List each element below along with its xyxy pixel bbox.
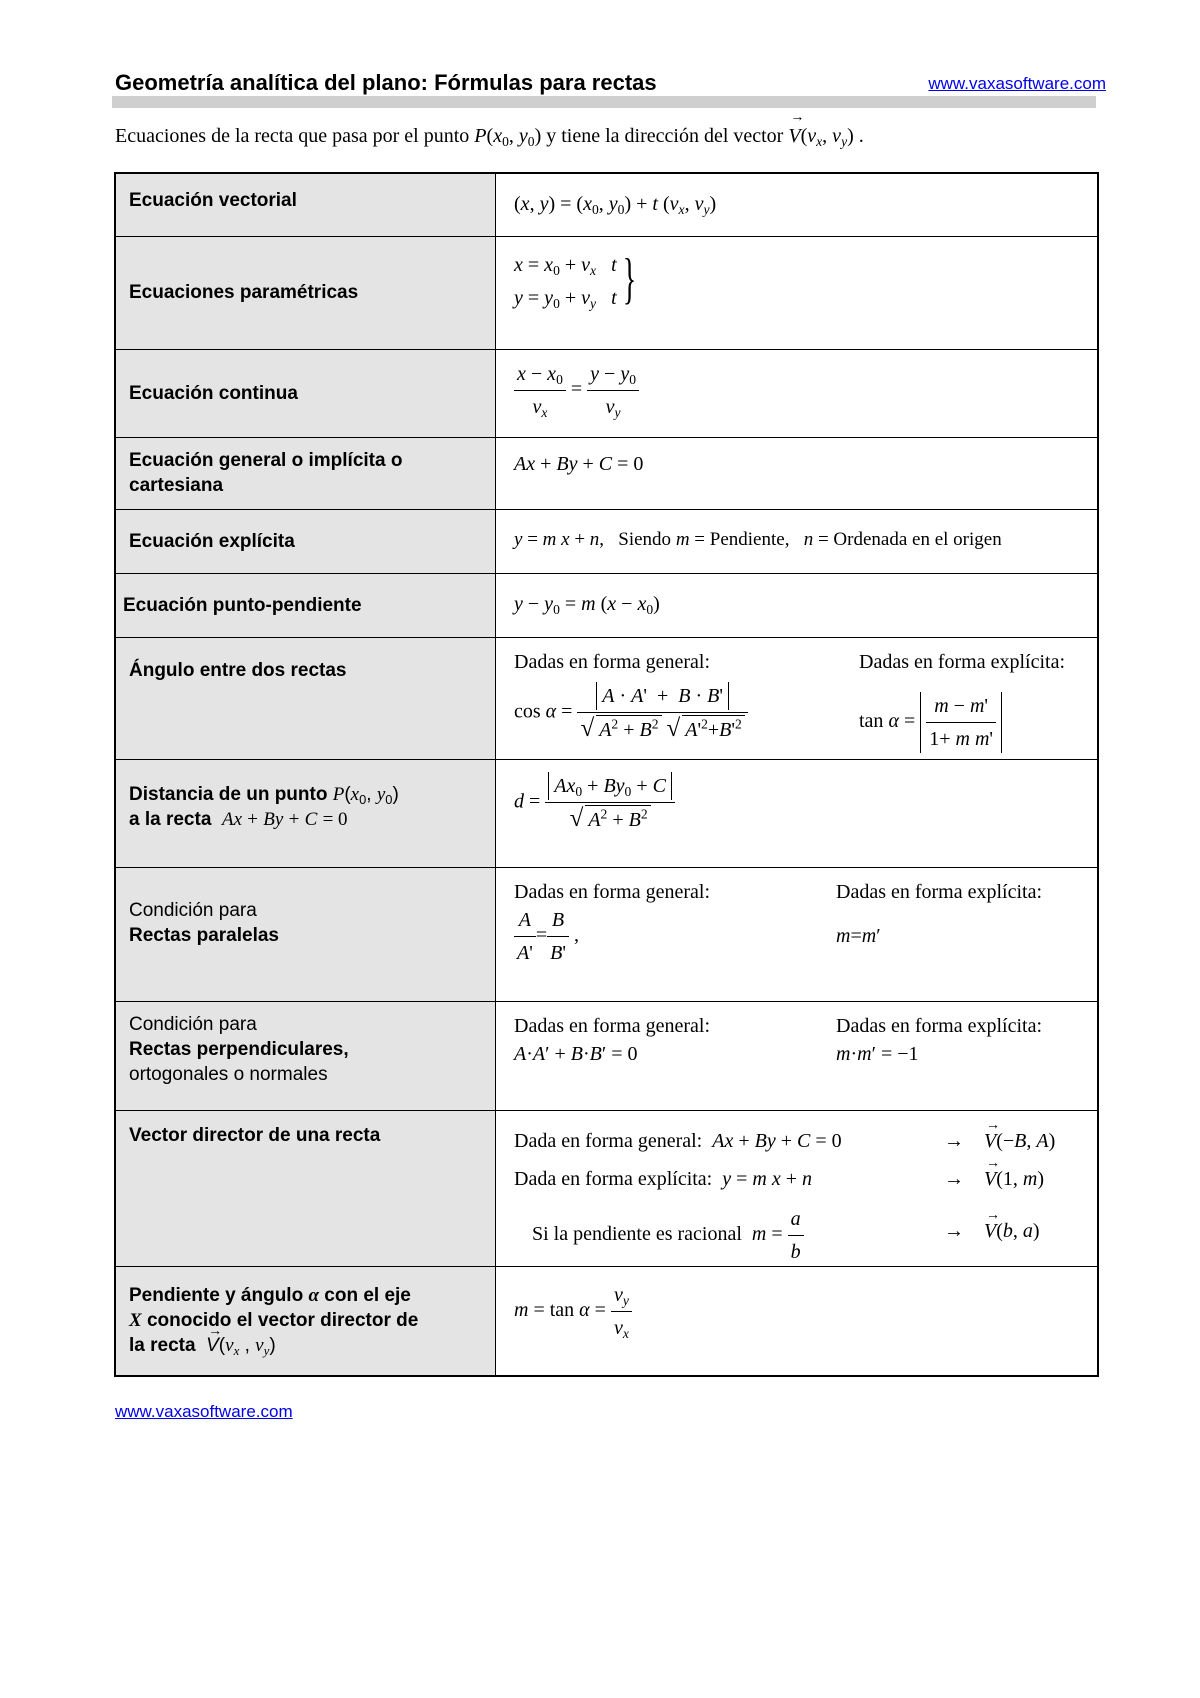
- row-label: [115, 1001, 496, 1110]
- table-row: [115, 349, 1098, 437]
- table-row: [115, 1001, 1098, 1110]
- row-label-pre: Condición para: [129, 1013, 257, 1035]
- row-label-b: a la recta: [129, 808, 212, 830]
- row-formula: Ax + By + C = 0: [496, 437, 1099, 509]
- row-formula: Dadas en forma general: cos α = $\frac{A \cdot A' + B \cdot B'}{√ A^2 + B^2 √ A'^2+B'^2}$ Dadas en forma explícita: tan α = $\frac{m - m'}{\text{1+ m m'}}$: [496, 637, 1099, 759]
- table-row: [115, 867, 1098, 1001]
- intro-text: Ecuaciones de la recta que pasa por el punto $P(x_0$, $y_0$) y tiene la dirección del vector → $V(v_x$, $v_y$) .: [115, 125, 864, 148]
- formula-table: [114, 172, 1099, 1377]
- explicit-form-label: Dadas en forma explícita:: [859, 650, 1066, 673]
- row-label: Distancia de un punto $P(x_0$, $y_0$) a la recta Ax + By + C = 0: [115, 759, 496, 867]
- header-divider: [112, 96, 1096, 108]
- table-row: [115, 759, 1098, 867]
- table-row: [115, 573, 1098, 637]
- row-label: Ecuaciones paramétricas: [115, 236, 496, 349]
- intro-text-mid: y tiene la dirección del vector: [541, 125, 789, 147]
- row-label: Vector director de una recta: [115, 1110, 496, 1266]
- row-label: Pendiente y ángulo α con el eje X conocido el vector director de la recta → $V(v_x$ , $v_y$): [115, 1266, 496, 1376]
- table-row: [115, 173, 1098, 236]
- table-row: [115, 637, 1098, 759]
- row-label-main: Rectas paralelas: [129, 924, 279, 946]
- row-label-d: la recta: [129, 1334, 196, 1356]
- page-title: Geometría analítica del plano: Fórmulas para rectas: [115, 70, 657, 95]
- row-formula: m = tan α = $\frac{v_y}{v_x}$: [496, 1266, 1099, 1376]
- row-formula: Dadas en forma general: A·A′ + B·B′ = 0 Dadas en forma explícita: m·m′ = −1: [496, 1001, 1099, 1110]
- row-label: Ecuación continua: [115, 349, 496, 437]
- row-label: Ecuación explícita: [115, 509, 496, 573]
- m-text: Pendiente,: [709, 528, 790, 550]
- header-link[interactable]: www.vaxasoftware.com: [928, 74, 1106, 93]
- row-formula: $y - y_0 = m$ $(x - x_0)$: [496, 573, 1099, 637]
- row-label-a: Distancia de un punto: [129, 783, 328, 805]
- row-formula: Dada en forma general: Ax + By + C = 0 → → V(−B, A) Dada en forma explícita: y = m x + n → → V(1, m) Si la pendiente es racional m = $\frac{a}{b}$ → → V(b, a): [496, 1110, 1099, 1266]
- explicit-form-label: Dadas en forma explícita:: [836, 880, 1043, 903]
- row-label: Ángulo entre dos rectas: [115, 637, 496, 759]
- row-label-post: ortogonales o normales: [129, 1063, 328, 1085]
- table-row: [115, 437, 1098, 509]
- row-label: Ecuación general o implícita o cartesiana: [115, 437, 496, 509]
- footer-link[interactable]: www.vaxasoftware.com: [115, 1402, 293, 1421]
- row-formula: (x, $y) = (x_0$, $y_0) + t$ ($v_x$, $v_y$): [496, 173, 1099, 236]
- intro-text-before: Ecuaciones de la recta que pasa por el punto: [115, 125, 475, 147]
- general-form-label: Dadas en forma general:: [514, 1014, 711, 1037]
- row-formula: $\frac{x - x_0}{v_x}$ = $\frac{y - y_0}{v_y}$: [496, 349, 1099, 437]
- row-formula: Dadas en forma general: $\frac{A}{A'}$ = $\frac{B}{B'}$ , Dadas en forma explícita: m=m′: [496, 867, 1099, 1001]
- siendo-text: Siendo: [618, 528, 672, 550]
- row-label-main: Rectas perpendiculares,: [129, 1038, 349, 1060]
- general-form-label: Dadas en forma general:: [514, 650, 711, 673]
- table-row: [115, 236, 1098, 349]
- row-label-pre: Condición para: [129, 899, 257, 921]
- row-label-a: Pendiente y ángulo: [129, 1284, 304, 1306]
- row-formula: $x = x_0 + v_x$ t $y = y_0 + v_y$ t }: [496, 236, 1099, 349]
- brace-icon: }: [622, 247, 637, 310]
- table-row: [115, 1266, 1098, 1376]
- vector-line2-text: Dada en forma explícita:: [514, 1167, 713, 1190]
- row-formula: y = m x + n, Siendo m = Pendiente, n = Ordenada en el origen: [496, 509, 1099, 573]
- explicit-form-label: Dadas en forma explícita:: [836, 1014, 1043, 1037]
- row-formula: d = $\frac{Ax_0 + By_0 + C}{√ A^2 + B^2}$: [496, 759, 1099, 867]
- n-text: Ordenada en el origen: [833, 528, 1002, 550]
- row-label: Ecuación vectorial: [115, 173, 496, 236]
- table-row: [115, 1110, 1098, 1266]
- row-label: [115, 867, 496, 1001]
- vector-line1-text: Dada en forma general:: [514, 1129, 703, 1152]
- table-row: [115, 509, 1098, 573]
- row-label-b: con el eje: [324, 1284, 411, 1306]
- row-label-c: conocido el vector director de: [146, 1309, 419, 1331]
- vector-line3-text: Si la pendiente es racional: [532, 1222, 742, 1245]
- row-label: Ecuación punto-pendiente: [115, 573, 496, 637]
- general-form-label: Dadas en forma general:: [514, 880, 711, 903]
